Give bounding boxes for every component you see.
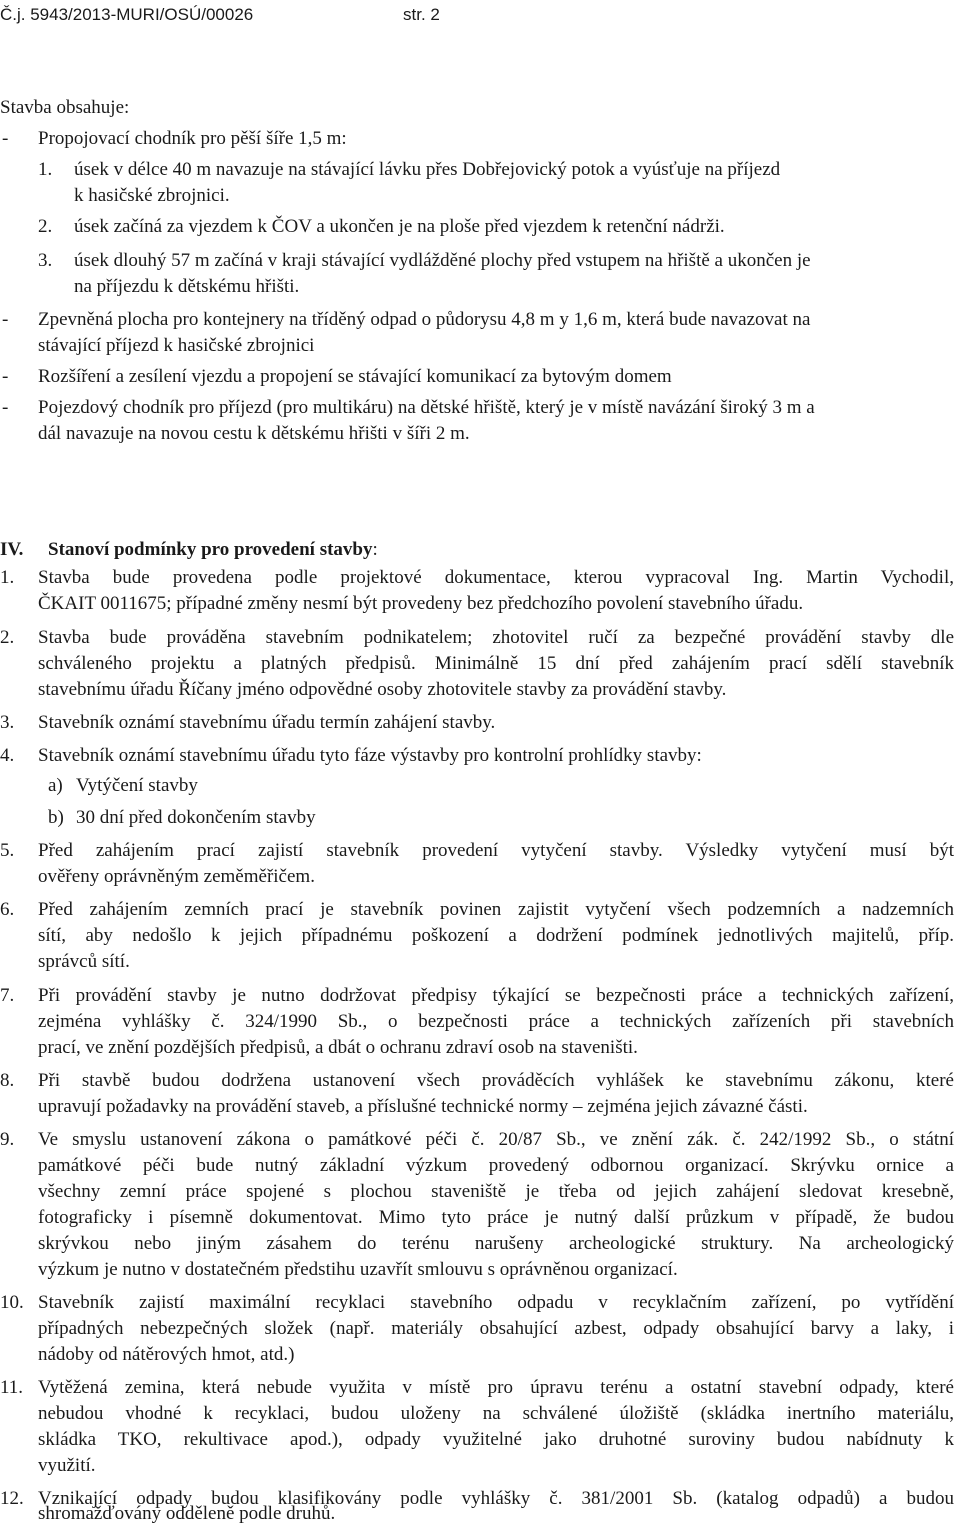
section-colon: :	[372, 539, 378, 560]
condition-line: Stavebník oznámí stavebnímu úřadu termín zahájení stavby.	[38, 712, 496, 733]
condition-line: shromažďovány odděleně podle druhů.	[38, 1503, 336, 1524]
condition-number: 1.	[0, 567, 15, 588]
condition-line: Před zahájením zemních prací je stavebník povinen zajistit vytyčení všech podzemních a nadzemních	[38, 899, 954, 920]
condition-line: Při stavbě budou dodržena ustanovení všech prováděcích vyhlášek ke stavebnímu zákonu, které	[38, 1070, 954, 1091]
condition-line: schváleného projektu a platných předpisů. Minimálně 15 dní před zahájením prací sdělí stavebník	[38, 653, 954, 674]
condition-number: 9.	[0, 1129, 15, 1150]
condition-line: upravují požadavky na provádění staveb, a příslušné technické normy – zejména jejich závazné části.	[38, 1096, 808, 1117]
section-roman-numeral: IV.	[0, 539, 24, 560]
container-area-line: stávající příjezd k hasičské zbrojnici	[38, 335, 315, 356]
condition-line: nádoby od nátěrových hmot, atd.)	[38, 1344, 295, 1365]
condition-line: zejména vyhlášky č. 324/1990 Sb., o bezpečnosti práce a technických zařízeních při stavebních	[38, 1011, 954, 1032]
condition-line: Stavebník zajistí maximální recyklaci stavebního odpadu v recyklačním zařízení, po vytřídění	[38, 1292, 954, 1313]
condition-line: skrývkou nebo jiným zásahem do terénu narušeny archeologické struktury. Na archeologický	[38, 1233, 954, 1254]
phase-text: Vytýčení stavby	[76, 775, 198, 796]
phase-label: b)	[48, 807, 64, 828]
condition-line: Stavebník oznámí stavebnímu úřadu tyto fáze výstavby pro kontrolní prohlídky stavby:	[38, 745, 702, 766]
page-number: str. 2	[403, 5, 440, 24]
condition-number: 5.	[0, 840, 15, 861]
condition-line: Stavba bude provedena podle projektové dokumentace, kterou vypracoval Ing. Martin Vychodil,	[38, 567, 954, 588]
section-title-wrap	[48, 537, 378, 563]
segment-number: 2.	[38, 216, 53, 237]
condition-number: 2.	[0, 627, 15, 648]
condition-line: Vznikající odpady budou klasifikovány podle vyhlášky č. 381/2001 Sb. (katalog odpadů) a budou	[38, 1488, 954, 1509]
condition-number: 10.	[0, 1292, 24, 1313]
condition-line: případných nebezpečných složek (např. materiály obsahující azbest, odpady obsahující barvy a laky, i	[38, 1318, 954, 1339]
condition-line: Ve smyslu ustanovení zákona o památkové péči č. 20/87 Sb., ve znění zák. č. 242/1992 Sb., o státní	[38, 1129, 954, 1150]
condition-number: 8.	[0, 1070, 15, 1091]
segment-3-line: na příjezdu k dětskému hřišti.	[74, 276, 300, 297]
dash-marker: -	[2, 309, 9, 330]
condition-line: Před zahájením prací zajistí stavebník provedení vytyčení stavby. Výsledky vytyčení musí být	[38, 840, 954, 861]
condition-line: výzkum je nutno v dostatečném předstihu uzavřít smlouvu s oprávněnou organizací.	[38, 1259, 678, 1280]
condition-line: skládka TKO, rekultivace apod.), odpady využitelné jako druhotné suroviny budou nabídnuty k	[38, 1429, 954, 1450]
condition-line: ČKAIT 0011675; případné změny nesmí být provedeny bez předchozího povolení stavebního úřadu.	[38, 593, 804, 614]
dash-marker: -	[2, 397, 9, 418]
condition-number: 6.	[0, 899, 15, 920]
phase-text: 30 dní před dokončením stavby	[76, 807, 316, 828]
condition-line: Stavba bude prováděna stavebním podnikatelem; zhotovitel ručí za bezpečné provádění stavby dle	[38, 627, 954, 648]
segment-1-line: k hasičské zbrojnici.	[74, 185, 230, 206]
segment-number: 3.	[38, 250, 53, 271]
container-area-line: Zpevněná plocha pro kontejnery na tříděný odpad o půdorysu 4,8 m y 1,6 m, která bude navazovat na	[38, 309, 811, 330]
contents-heading: Stavba obsahuje:	[0, 97, 130, 118]
condition-line: využití.	[38, 1455, 96, 1476]
condition-line: nebudou vhodné k recyklaci, budou uloženy na schválené úložiště (skládka inertního materiálu,	[38, 1403, 954, 1424]
condition-number: 11.	[0, 1377, 24, 1398]
segment-1-line: úsek v délce 40 m navazuje na stávající lávku přes Dobřejovický potok a vyúsťuje na příjezd	[74, 159, 781, 180]
walkway-item: Propojovací chodník pro pěší šíře 1,5 m:	[38, 128, 347, 149]
phase-label: a)	[48, 775, 63, 796]
condition-line: prací, ve znění pozdějších předpisů, a dbát o ochranu zdraví osob na staveništi.	[38, 1037, 638, 1058]
condition-line: stavebnímu úřadu Říčany jméno odpovědné osoby zhotovitele stavby za provádění stavby.	[38, 679, 727, 700]
condition-line: správců sítí.	[38, 951, 130, 972]
document-reference: Č.j. 5943/2013-MURI/OSÚ/00026	[0, 5, 254, 24]
condition-line: Vytěžená zemina, která nebude využita v místě pro úpravu terénu a ostatní stavební odpady, které	[38, 1377, 954, 1398]
condition-line: Při provádění stavby je nutno dodržovat předpisy týkající se bezpečnosti práce a technických zařízení,	[38, 985, 954, 1006]
section-title: Stanoví podmínky pro provedení stavby	[48, 539, 373, 560]
condition-number: 12.	[0, 1488, 24, 1509]
access-path-line: Pojezdový chodník pro příjezd (pro multikáru) na dětské hřiště, který je v místě navázání široký 3 m a	[38, 397, 815, 418]
condition-number: 3.	[0, 712, 15, 733]
access-path-line: dál navazuje na novou cestu k dětskému hřišti v šíři 2 m.	[38, 423, 470, 444]
dash-marker: -	[2, 366, 9, 387]
condition-line: ověřeny oprávněným zeměměřičem.	[38, 866, 315, 887]
dash-marker: -	[2, 128, 9, 149]
condition-line: všechny zemní práce spojené s plochou staveniště je třeba od jejich zahájení sledovat kresebně,	[38, 1181, 954, 1202]
segment-2-line: úsek začíná za vjezdem k ČOV a ukončen je na ploše před vjezdem k retenční nádrži.	[74, 216, 725, 237]
driveway-line: Rozšíření a zesílení vjezdu a propojení se stávající komunikací za bytovým domem	[38, 366, 672, 387]
condition-number: 4.	[0, 745, 15, 766]
condition-number: 7.	[0, 985, 15, 1006]
segment-number: 1.	[38, 159, 53, 180]
condition-line: fotograficky i písemně dokumentovat. Mimo tyto práce je nutný další průzkum v případě, že budou	[38, 1207, 954, 1228]
condition-line: památkové péči bude nutný základní výzkum provedený odbornou organizací. Skrývku ornice a	[38, 1155, 954, 1176]
condition-line: sítí, aby nedošlo k jejich případnému poškození a dodržení podmínek jednotlivých majitelů, příp.	[38, 925, 954, 946]
segment-3-line: úsek dlouhý 57 m začíná v kraji stávající vydlážděné plochy před vstupem na hřiště a ukončen je	[74, 250, 811, 271]
